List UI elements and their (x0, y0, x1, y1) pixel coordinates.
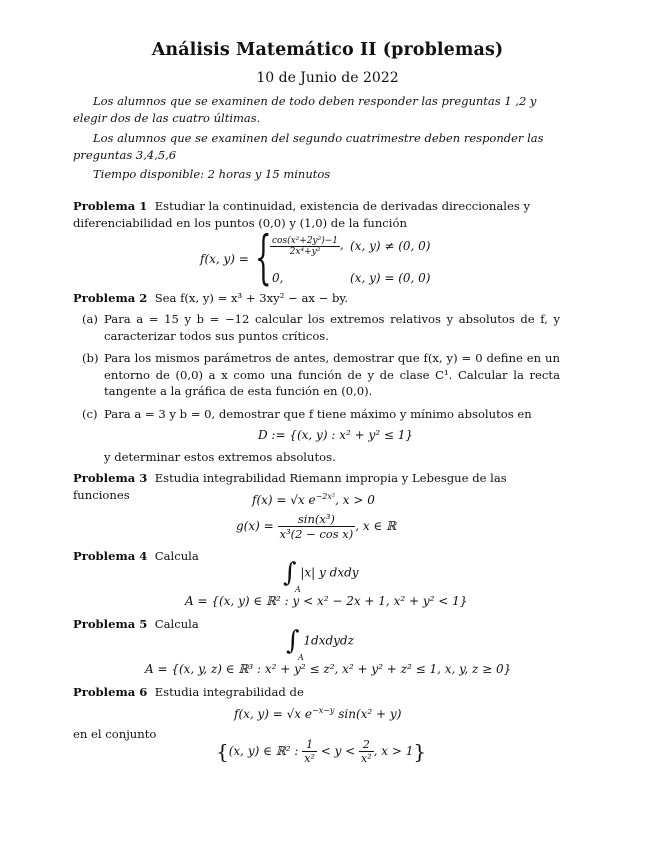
p4-integral (283, 558, 359, 594)
problem-6-label: Problema 6 (73, 685, 148, 699)
instructions-second (73, 130, 561, 164)
problem-4-text: Calcula (154, 549, 199, 563)
p2-item-b (82, 350, 560, 400)
time-available (73, 166, 561, 183)
p2-item-a-text: Para a = 15 y b = −12 calcular los extremos relativos y absolutos de f, y caracterizar todos sus puntos críticos. (104, 312, 560, 343)
p1-numerator: cos(x²+2y²)−1 (272, 236, 339, 246)
p6-n1: 1 (302, 738, 317, 752)
p2-item-a (82, 311, 560, 344)
p2-domain: D := {(x, y) : x² + y² ≤ 1} (258, 428, 413, 442)
p1-denominator: 2x⁴+y² (289, 247, 321, 257)
p4-set: A = {(x, y) ∈ ℝ² : y < x² − 2x + 1, x² + y² < 1} (185, 594, 468, 608)
instructions-second-text: Los alumnos que se examinen del segundo cuatrimestre deben responder las preguntas 3,4,5,6 (73, 131, 544, 162)
p2-item-c-text: Para a = 3 y b = 0, demostrar que f tiene máximo y mínimo absolutos en (104, 407, 532, 421)
p6-function (234, 706, 401, 721)
problem-2-text: Sea f(x, y) = x³ + 3xy² − ax − by. (154, 291, 349, 305)
p6-set (216, 738, 426, 765)
p6-conj: en el conjunto (73, 727, 157, 741)
time-available-text: Tiempo disponible: 2 horas y 15 minutos (93, 167, 331, 181)
p1-function-lhs: f(x, y) = (200, 252, 249, 266)
p4-integrand: |x| y dxdy (300, 565, 359, 580)
p3-g-lhs: g(x) = (236, 519, 274, 533)
problem-6 (73, 684, 561, 701)
p1-cond2: (x, y) = (0, 0) (350, 271, 431, 285)
p2-item-b-label: (b) (82, 351, 99, 365)
p3-f-exponent: −2x² (315, 492, 336, 501)
problem-3-text: Estudia integrabilidad Riemann impropia y Lebesgue de las funciones (73, 471, 507, 502)
p2-after: y determinar estos extremos absolutos. (104, 450, 336, 464)
p2-item-b-text: Para los mismos parámetros de antes, demostrar que f(x, y) = 0 define en un entorno de (0,0) a x como una función de y de clase C¹. Calcular la recta tangente a la gráfica de esta función en (0,0). (104, 351, 560, 398)
p3-g-cond: , x ∈ ℝ (355, 519, 397, 533)
integral-sign-icon: ∫ A (283, 558, 301, 594)
p6-tail-cond: , x > 1 (373, 744, 414, 758)
p5-integral-domain: A (298, 653, 304, 662)
problem-3-label: Problema 3 (73, 471, 148, 485)
instructions-all-text: Los alumnos que se examinen de todo deben responder las preguntas 1 ,2 y elegir dos de las cuatro últimas. (73, 94, 537, 125)
problem-2 (73, 290, 561, 307)
p3-g-numerator: sin(x³) (278, 512, 356, 527)
problem-5-text: Calcula (154, 617, 199, 631)
p3-f (252, 492, 375, 507)
p6-d1: x² (304, 752, 315, 765)
p3-g (236, 512, 396, 541)
p1-brace: { (255, 223, 272, 291)
problem-5-label: Problema 5 (73, 617, 148, 631)
page-title: Análisis Matemático II (problemas) (151, 40, 504, 60)
p3-g-denominator: x³(2 − cos x) (279, 527, 354, 541)
p1-piece2-value: 0, (272, 271, 284, 285)
p4-integral-domain: A (295, 585, 301, 594)
p6-n2: 2 (359, 738, 374, 752)
p6-exponent: −x−y (312, 706, 335, 715)
integral-sign-icon: ∫ A (286, 626, 304, 662)
right-brace-icon: } (413, 739, 427, 764)
p2-item-c (82, 406, 560, 423)
p5-integrand: 1dxdydz (303, 633, 354, 648)
p1-cond1: (x, y) ≠ (0, 0) (350, 239, 431, 253)
p1-piece1-expr: $\frac{\text{cos(x²+2y²)−1}}{\text{2x⁴+y²}}$ , (272, 236, 344, 257)
p6-mid: < y < (316, 744, 360, 758)
p5-integral (286, 626, 354, 662)
p6-set-head: (x, y) ∈ ℝ² : (228, 744, 299, 758)
p6-tail: sin(x² + y) (334, 707, 402, 721)
p6-f: f(x, y) = √x e (234, 707, 312, 721)
p2-item-a-label: (a) (82, 312, 98, 326)
p6-d2: x² (361, 752, 372, 765)
problem-6-text: Estudia integrabilidad de (154, 685, 304, 699)
p3-f-cond: , x > 0 (335, 493, 375, 507)
p2-item-c-label: (c) (82, 407, 98, 421)
p3-f-lhs: f(x) = √x e (252, 493, 316, 507)
problem-1 (73, 198, 561, 231)
left-brace-icon: { (216, 739, 229, 764)
problem-4-label: Problema 4 (73, 549, 148, 563)
problem-1-text: Estudiar la continuidad, existencia de derivadas direccionales y diferenciabilidad en los puntos (0,0) y (1,0) de la función (73, 199, 531, 230)
problem-1-label: Problema 1 (73, 199, 148, 213)
p5-set: A = {(x, y, z) ∈ ℝ³ : x² + y² ≤ z², x² + y² + z² ≤ 1, x, y, z ≥ 0} (145, 662, 512, 676)
problem-2-label: Problema 2 (73, 291, 148, 305)
instructions-all (73, 93, 561, 127)
exam-date: 10 de Junio de 2022 (256, 70, 399, 86)
